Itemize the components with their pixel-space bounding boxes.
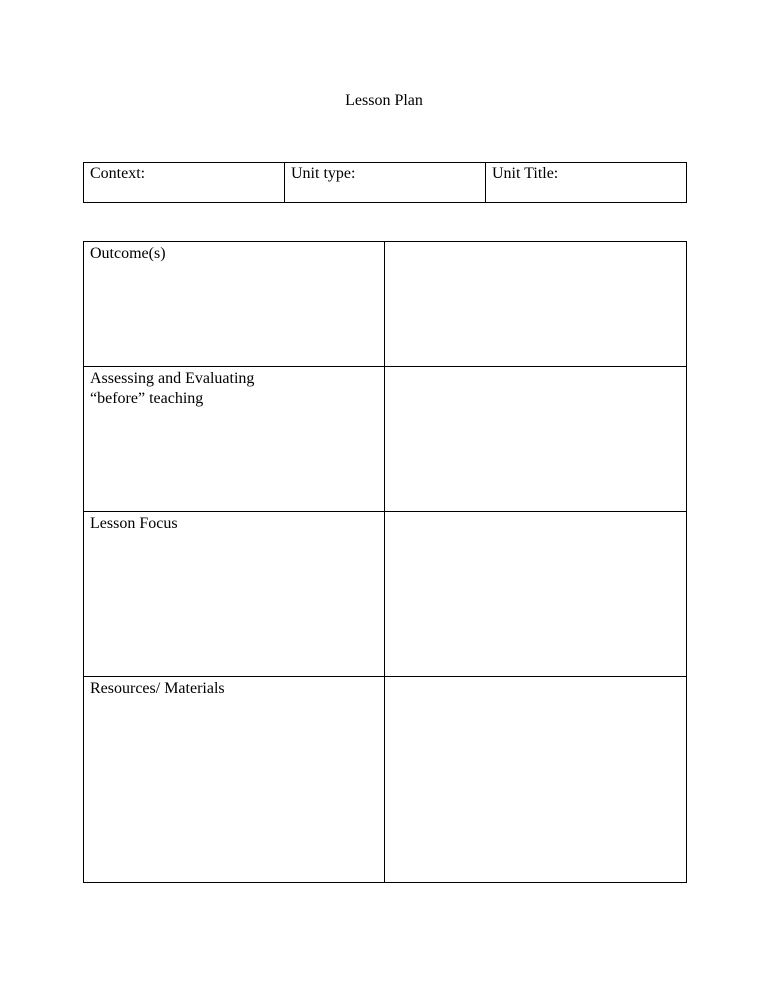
- assessing-label-cell: [84, 367, 385, 512]
- resources-label-cell: [84, 677, 385, 883]
- lesson-focus-label-cell: [84, 512, 385, 677]
- outcomes-input-cell[interactable]: [385, 242, 687, 367]
- lesson-focus-input-cell[interactable]: [385, 512, 687, 677]
- lesson-plan-table: [83, 241, 687, 883]
- lesson-focus-row: [84, 512, 687, 677]
- resources-input-cell[interactable]: [385, 677, 687, 883]
- assessing-input-cell[interactable]: [385, 367, 687, 512]
- unit-type-field[interactable]: [285, 163, 486, 203]
- assessing-row: [84, 367, 687, 512]
- outcomes-row: [84, 242, 687, 367]
- outcomes-label: Outcome(s): [90, 245, 166, 262]
- page-title: Lesson Plan: [345, 92, 423, 109]
- resources-row: [84, 677, 687, 883]
- unit-type-label: Unit type:: [291, 165, 356, 182]
- context-field[interactable]: [84, 163, 285, 203]
- outcomes-label-cell: [84, 242, 385, 367]
- lesson-focus-label: Lesson Focus: [90, 515, 178, 532]
- header-row: [84, 163, 687, 203]
- header-table: [83, 162, 687, 203]
- assessing-label: Assessing and Evaluating “before” teaching: [90, 370, 255, 407]
- context-label: Context:: [90, 165, 146, 182]
- resources-label: Resources/ Materials: [90, 680, 225, 697]
- unit-title-field[interactable]: [486, 163, 687, 203]
- unit-title-label: Unit Title:: [492, 165, 559, 182]
